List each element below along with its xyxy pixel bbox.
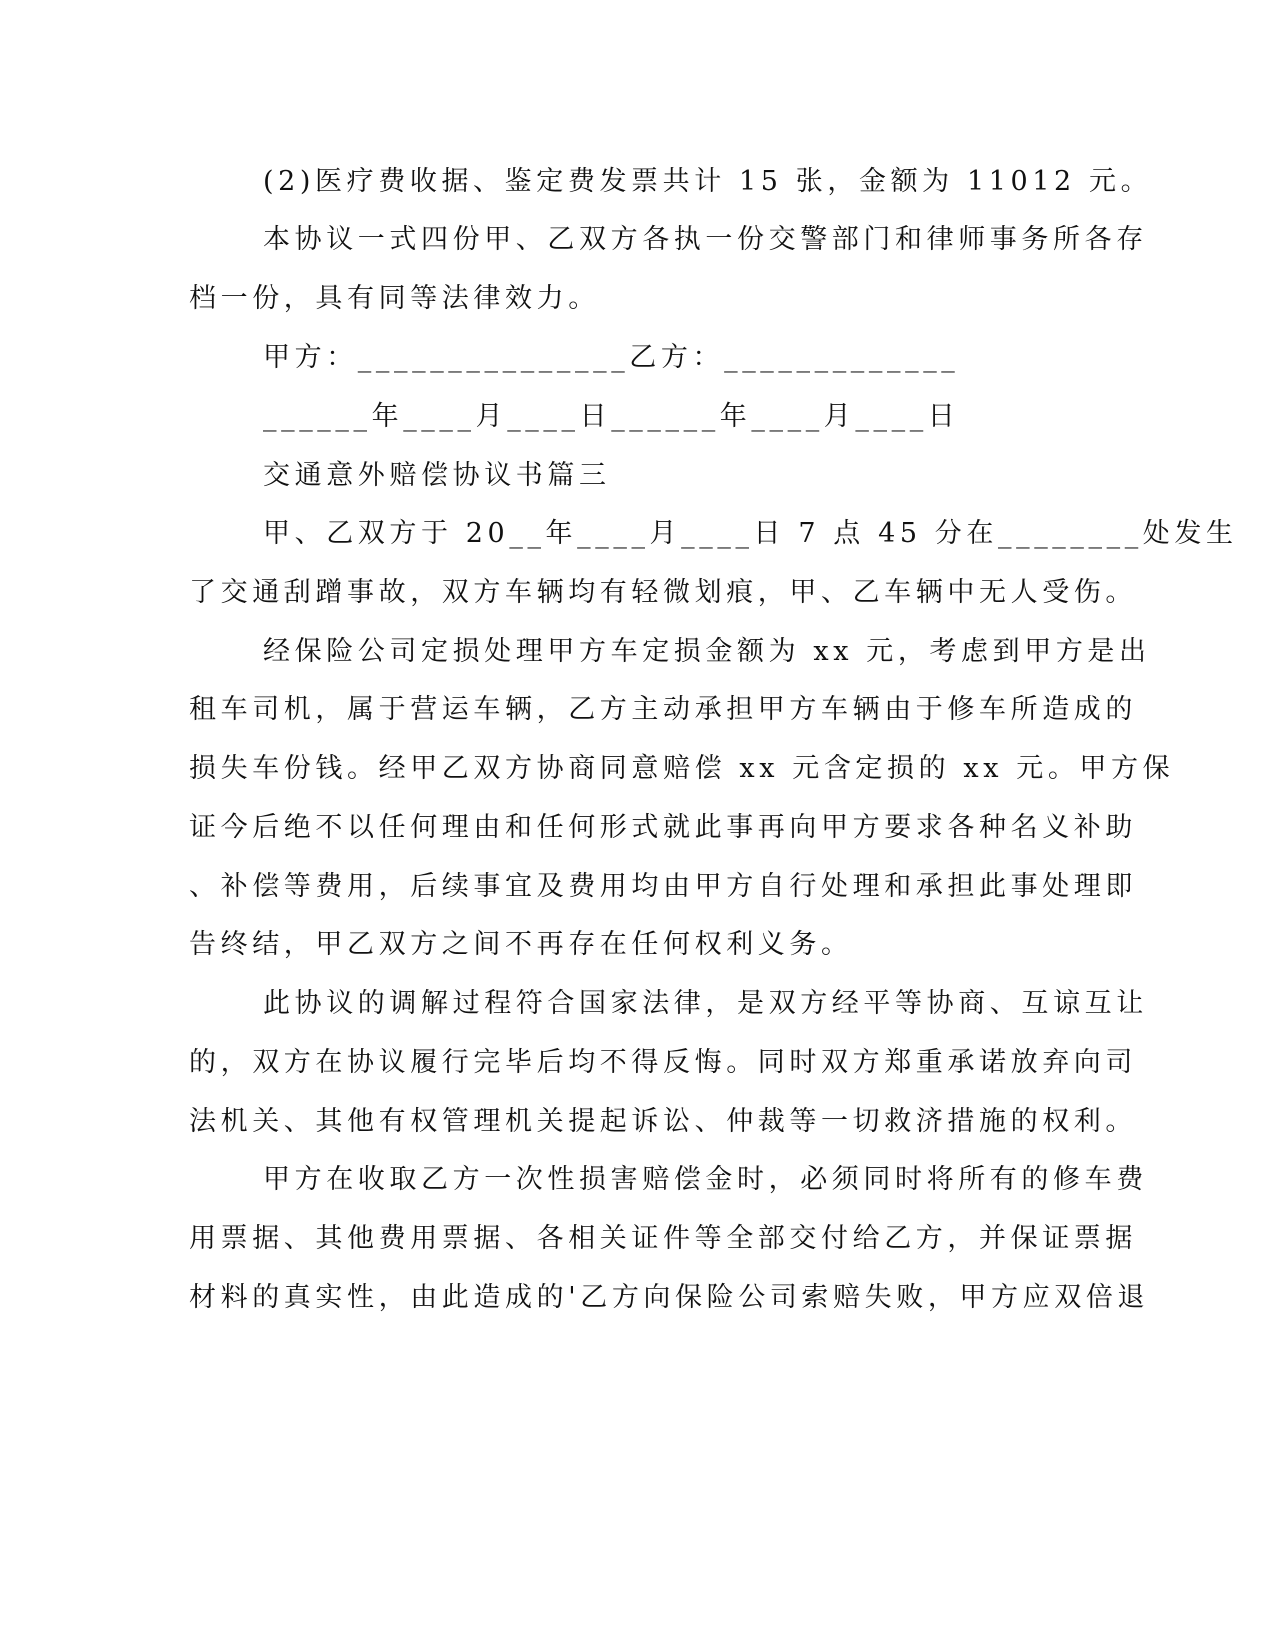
text-line: (2)医疗费收据、鉴定费发票共计 15 张，金额为 11012 元。	[263, 166, 1153, 197]
text-line: 此协议的调解过程符合国家法律，是双方经平等协商、互谅互让	[263, 988, 1148, 1019]
section-heading: 交通意外赔偿协议书篇三	[263, 460, 611, 491]
date-line: ______年____月____日______年____月____日	[263, 401, 960, 432]
text-line: 了交通刮蹭事故，双方车辆均有轻微划痕，甲、乙车辆中无人受伤。	[189, 577, 1137, 608]
text-line: 用票据、其他费用票据、各相关证件等全部交付给乙方，并保证票据	[189, 1223, 1137, 1254]
text-line: 档一份，具有同等法律效力。	[189, 283, 600, 314]
text-line: 甲、乙双方于 20__年____月____日 7 点 45 分在________处发生	[263, 518, 1238, 549]
text-line: 本协议一式四份甲、乙双方各执一份交警部门和律师事务所各存	[263, 224, 1148, 255]
text-line: 、补偿等费用，后续事宜及费用均由甲方自行处理和承担此事处理即	[189, 871, 1137, 902]
text-line: 告终结，甲乙双方之间不再存在任何权利义务。	[189, 929, 853, 960]
text-line: 材料的真实性，由此造成的'乙方向保险公司索赔失败，甲方应双倍退	[189, 1282, 1150, 1313]
signature-line: 甲方：_______________乙方：_____________	[263, 342, 960, 373]
text-line: 的，双方在协议履行完毕后均不得反悔。同时双方郑重承诺放弃向司	[189, 1047, 1137, 1078]
text-line: 法机关、其他有权管理机关提起诉讼、仲裁等一切救济措施的权利。	[189, 1106, 1137, 1137]
text-line: 甲方在收取乙方一次性损害赔偿金时，必须同时将所有的修车费	[263, 1164, 1148, 1195]
text-line: 经保险公司定损处理甲方车定损金额为 xx 元，考虑到甲方是出	[263, 636, 1151, 667]
text-line: 租车司机，属于营运车辆，乙方主动承担甲方车辆由于修车所造成的	[189, 694, 1137, 725]
text-line: 损失车份钱。经甲乙双方协商同意赔偿 xx 元含定损的 xx 元。甲方保	[189, 753, 1175, 784]
text-line: 证今后绝不以任何理由和任何形式就此事再向甲方要求各种名义补助	[189, 812, 1137, 843]
